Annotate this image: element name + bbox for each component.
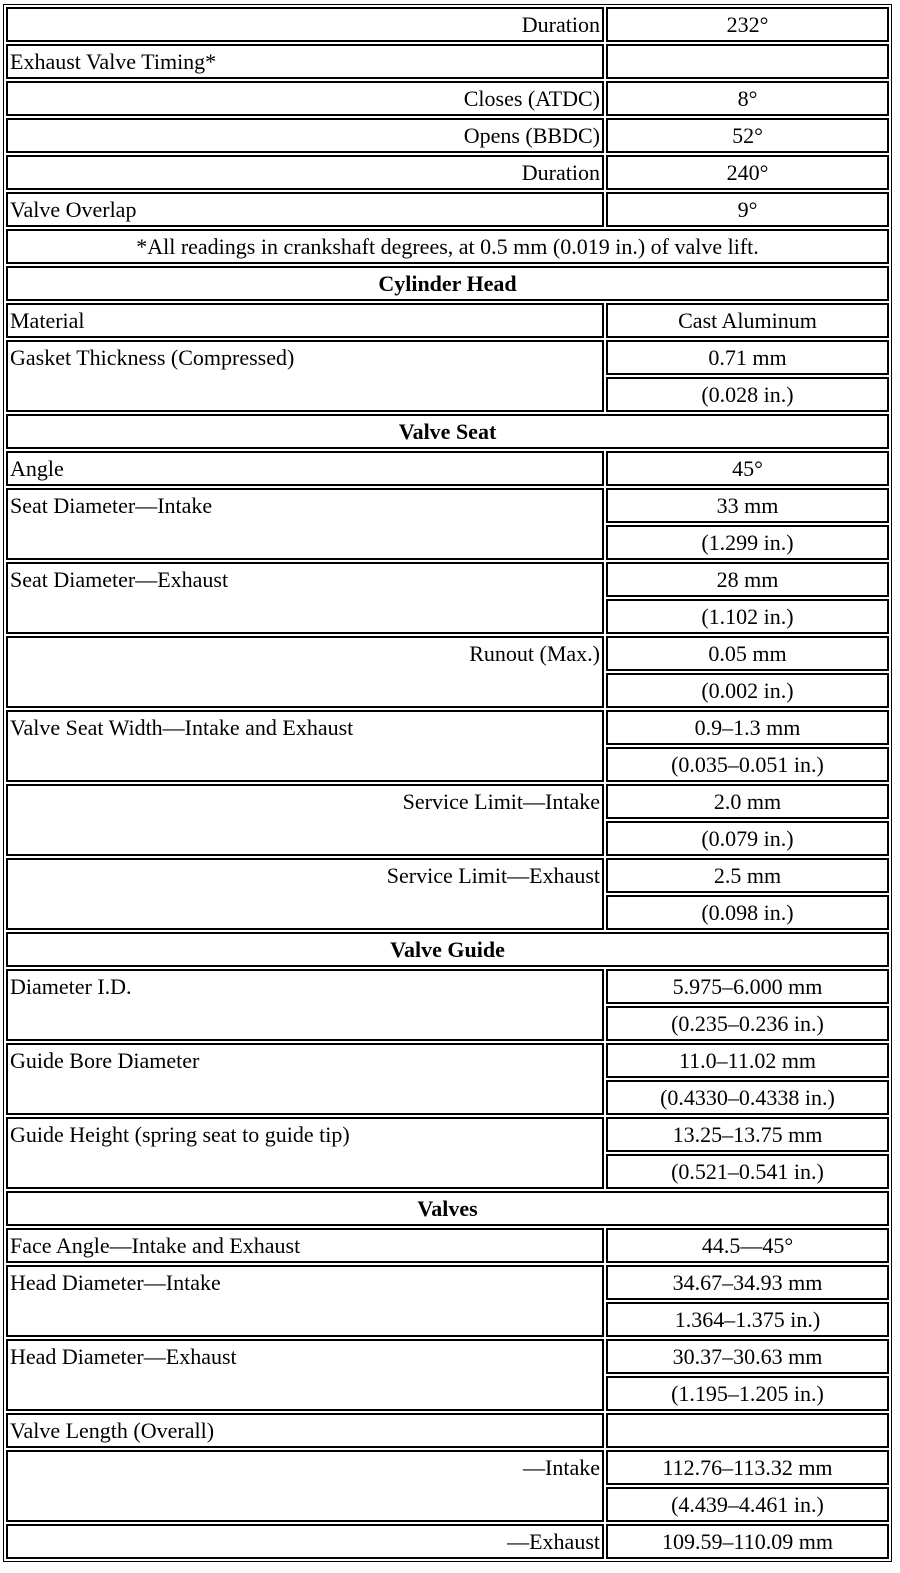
spec-label: Service Limit—Intake (6, 784, 604, 856)
spec-label: Closes (ATDC) (6, 81, 604, 116)
spec-value-mm: 0.71 mm (606, 340, 889, 375)
spec-label: Guide Bore Diameter (6, 1043, 604, 1115)
table-row (6, 81, 889, 116)
table-row (6, 7, 889, 42)
spec-value-in: (0.098 in.) (606, 895, 889, 930)
spec-value-in: (0.002 in.) (606, 673, 889, 708)
spec-value-mm: 28 mm (606, 562, 889, 597)
section-header (6, 266, 889, 301)
spec-value-in: 1.364–1.375 in.) (606, 1302, 889, 1337)
spec-value-mm: 112.76–113.32 mm (606, 1450, 889, 1485)
spec-label: Diameter I.D. (6, 969, 604, 1041)
section-title-valve-seat: Valve Seat (6, 414, 889, 449)
spec-value (606, 1413, 889, 1448)
spec-label: Runout (Max.) (6, 636, 604, 708)
spec-value-in: (1.102 in.) (606, 599, 889, 634)
spec-value: 8° (606, 81, 889, 116)
table-row (6, 1043, 889, 1078)
table-row (6, 969, 889, 1004)
spec-value-in: (0.035–0.051 in.) (606, 747, 889, 782)
table-row (6, 1450, 889, 1485)
spec-value-mm: 5.975–6.000 mm (606, 969, 889, 1004)
spec-label: Head Diameter—Intake (6, 1265, 604, 1337)
spec-label: Duration (6, 155, 604, 190)
spec-label: Head Diameter—Exhaust (6, 1339, 604, 1411)
table-row (6, 44, 889, 79)
spec-label: Duration (6, 7, 604, 42)
table-row (6, 340, 889, 375)
spec-label: Angle (6, 451, 604, 486)
spec-value: Cast Aluminum (606, 303, 889, 338)
spec-value: 232° (606, 7, 889, 42)
table-row (6, 155, 889, 190)
table-row (6, 488, 889, 523)
spec-value-in: (1.195–1.205 in.) (606, 1376, 889, 1411)
spec-value-in: (0.235–0.236 in.) (606, 1006, 889, 1041)
spec-value-in: (0.4330–0.4338 in.) (606, 1080, 889, 1115)
spec-value-in: (0.521–0.541 in.) (606, 1154, 889, 1189)
footnote: *All readings in crankshaft degrees, at 0.5 mm (0.019 in.) of valve lift. (6, 229, 889, 264)
spec-value-in: (0.028 in.) (606, 377, 889, 412)
table-row (6, 1117, 889, 1152)
section-title-cylinder-head: Cylinder Head (6, 266, 889, 301)
spec-label: Exhaust Valve Timing* (6, 44, 604, 79)
table-row (6, 1228, 889, 1263)
table-row (6, 710, 889, 745)
spec-label: Valve Overlap (6, 192, 604, 227)
spec-value: 44.5—45° (606, 1228, 889, 1263)
section-header (6, 414, 889, 449)
spec-value (606, 44, 889, 79)
spec-label: —Intake (6, 1450, 604, 1522)
table-row (6, 451, 889, 486)
spec-value-mm: 11.0–11.02 mm (606, 1043, 889, 1078)
table-row (6, 858, 889, 893)
spec-value: 52° (606, 118, 889, 153)
spec-label: Service Limit—Exhaust (6, 858, 604, 930)
spec-value-in: (4.439–4.461 in.) (606, 1487, 889, 1522)
spec-label: Valve Seat Width—Intake and Exhaust (6, 710, 604, 782)
table-row (6, 1265, 889, 1300)
spec-label: Opens (BBDC) (6, 118, 604, 153)
spec-label: Gasket Thickness (Compressed) (6, 340, 604, 412)
spec-label: Valve Length (Overall) (6, 1413, 604, 1448)
spec-value: 45° (606, 451, 889, 486)
spec-label: Material (6, 303, 604, 338)
spec-value-in: (0.079 in.) (606, 821, 889, 856)
spec-value-mm: 0.9–1.3 mm (606, 710, 889, 745)
spec-label: Seat Diameter—Intake (6, 488, 604, 560)
table-row (6, 192, 889, 227)
spec-value-mm: 33 mm (606, 488, 889, 523)
spec-value-mm: 109.59–110.09 mm (606, 1524, 889, 1559)
spec-value-mm: 2.0 mm (606, 784, 889, 819)
table-row (6, 229, 889, 264)
spec-label: Face Angle—Intake and Exhaust (6, 1228, 604, 1263)
table-row (6, 784, 889, 819)
spec-value: 240° (606, 155, 889, 190)
section-title-valves: Valves (6, 1191, 889, 1226)
spec-value-mm: 34.67–34.93 mm (606, 1265, 889, 1300)
section-header (6, 932, 889, 967)
spec-value-mm: 13.25–13.75 mm (606, 1117, 889, 1152)
spec-table (3, 4, 892, 1562)
table-row (6, 118, 889, 153)
table-row (6, 1339, 889, 1374)
table-row (6, 303, 889, 338)
section-title-valve-guide: Valve Guide (6, 932, 889, 967)
spec-value-mm: 2.5 mm (606, 858, 889, 893)
section-header (6, 1191, 889, 1226)
spec-label: —Exhaust (6, 1524, 604, 1559)
spec-value-mm: 30.37–30.63 mm (606, 1339, 889, 1374)
spec-label: Guide Height (spring seat to guide tip) (6, 1117, 604, 1189)
spec-value-in: (1.299 in.) (606, 525, 889, 560)
spec-value-mm: 0.05 mm (606, 636, 889, 671)
table-row (6, 562, 889, 597)
table-row (6, 636, 889, 671)
table-row (6, 1413, 889, 1448)
spec-value: 9° (606, 192, 889, 227)
spec-label: Seat Diameter—Exhaust (6, 562, 604, 634)
table-row (6, 1524, 889, 1559)
